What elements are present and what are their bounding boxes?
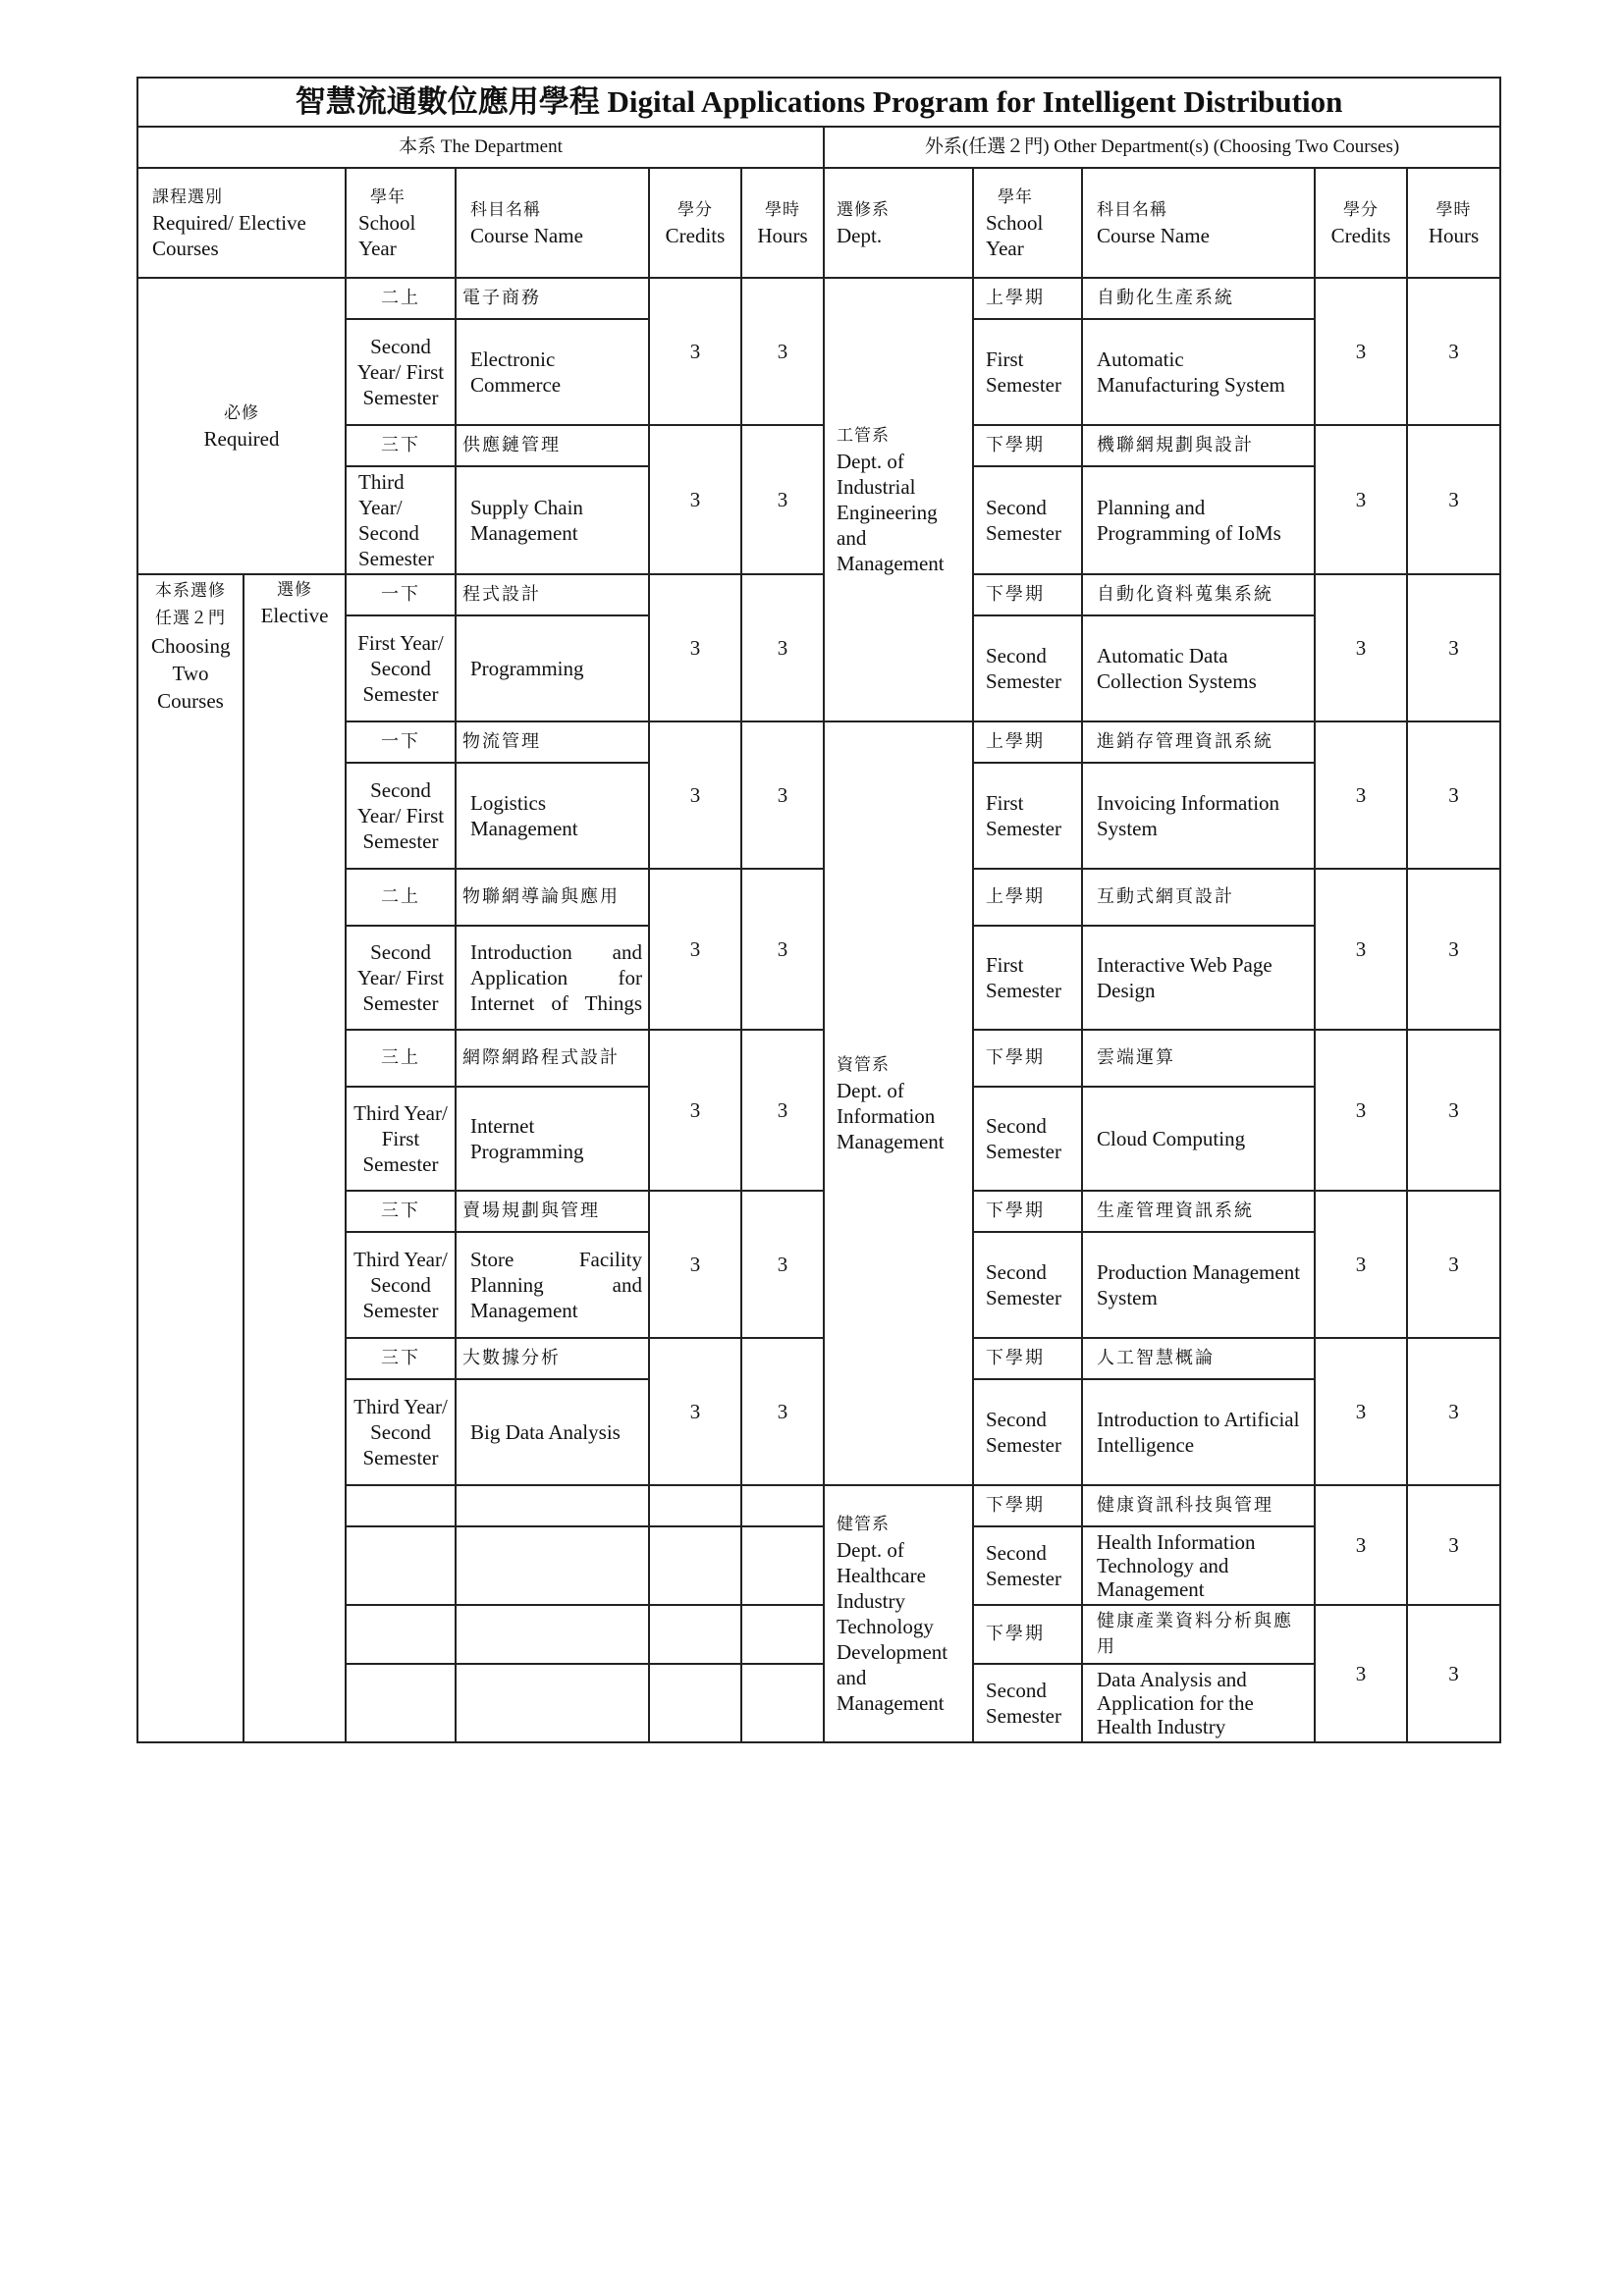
other-hours: 3: [1407, 574, 1500, 721]
own-course-zh: 物聯網導論與應用: [456, 869, 649, 926]
own-hours: 3: [741, 574, 824, 721]
other-course-en: Automatic Data Collection Systems: [1082, 615, 1315, 721]
other-credits: 3: [1315, 574, 1407, 721]
own-hours: 3: [741, 1191, 824, 1338]
empty-cell: [649, 1526, 741, 1605]
other-sem-zh: 下學期: [973, 1030, 1082, 1087]
own-course-en: Programming: [456, 615, 649, 721]
other-course-en: Interactive Web Page Design: [1082, 926, 1315, 1030]
own-course-zh: 大數據分析: [456, 1338, 649, 1379]
other-credits: 3: [1315, 869, 1407, 1030]
other-hours: 3: [1407, 1485, 1500, 1605]
category-elective: 選修 Elective: [244, 574, 346, 1742]
other-course-en: Automatic Manufacturing System: [1082, 319, 1315, 425]
other-course-en: Cloud Computing: [1082, 1087, 1315, 1191]
own-year-en: Third Year/ Second Semester: [346, 1379, 456, 1485]
other-course-zh: 自動化生產系統: [1082, 278, 1315, 319]
header-credits-2: 學分 Credits: [1315, 168, 1407, 278]
other-sem-en: Second Semester: [973, 466, 1082, 574]
own-credits: 3: [649, 721, 741, 869]
other-hours: 3: [1407, 278, 1500, 425]
other-hours: 3: [1407, 1191, 1500, 1338]
category-required: 必修 Required: [137, 278, 346, 574]
own-course-en: Supply Chain Management: [456, 466, 649, 574]
other-sem-en: First Semester: [973, 926, 1082, 1030]
other-hours: 3: [1407, 869, 1500, 1030]
other-credits: 3: [1315, 721, 1407, 869]
header-credits: 學分 Credits: [649, 168, 741, 278]
empty-cell: [456, 1526, 649, 1605]
other-course-en: Planning and Programming of IoMs: [1082, 466, 1315, 574]
other-course-zh: 自動化資料蒐集系統: [1082, 574, 1315, 615]
other-course-en: Introduction to Artificial Intelligence: [1082, 1379, 1315, 1485]
own-course-zh: 供應鏈管理: [456, 425, 649, 466]
own-year-zh: 三上: [346, 1030, 456, 1087]
other-sem-en: Second Semester: [973, 1232, 1082, 1338]
own-credits: 3: [649, 869, 741, 1030]
empty-cell: [741, 1485, 824, 1526]
empty-cell: [649, 1664, 741, 1742]
own-course-zh: 程式設計: [456, 574, 649, 615]
other-sem-zh: 上學期: [973, 869, 1082, 926]
other-sem-en: Second Semester: [973, 1664, 1082, 1742]
own-credits: 3: [649, 1191, 741, 1338]
own-hours: 3: [741, 278, 824, 425]
header-course-name: 科目名稱 Course Name: [456, 168, 649, 278]
section-other-departments: 外系(任選２門) Other Department(s) (Choosing Two Courses): [824, 127, 1500, 168]
other-credits: 3: [1315, 1191, 1407, 1338]
own-year-en: First Year/ Second Semester: [346, 615, 456, 721]
own-course-en: Logistics Management: [456, 763, 649, 869]
own-year-zh: 三下: [346, 425, 456, 466]
own-hours: 3: [741, 721, 824, 869]
category-choose-two: 本系選修任選２門 Choosing Two Courses: [137, 574, 244, 1742]
other-course-zh: 健康資訊科技與管理: [1082, 1485, 1315, 1526]
empty-cell: [346, 1605, 456, 1664]
own-course-en: Introduction and Application for Internet of Things: [456, 926, 649, 1030]
own-course-en: Internet Programming: [456, 1087, 649, 1191]
empty-cell: [456, 1664, 649, 1742]
other-course-zh: 健康產業資料分析與應用: [1082, 1605, 1315, 1664]
other-sem-en: First Semester: [973, 319, 1082, 425]
own-year-zh: 一下: [346, 721, 456, 763]
other-sem-en: Second Semester: [973, 1379, 1082, 1485]
own-year-zh: 二上: [346, 278, 456, 319]
own-course-en: Electronic Commerce: [456, 319, 649, 425]
program-table: [136, 77, 1501, 1743]
empty-cell: [456, 1605, 649, 1664]
header-category: 課程選別 Required/ Elective Courses: [137, 168, 346, 278]
own-year-zh: 三下: [346, 1338, 456, 1379]
own-course-zh: 電子商務: [456, 278, 649, 319]
other-hours: 3: [1407, 721, 1500, 869]
own-year-en: Second Year/ First Semester: [346, 763, 456, 869]
own-credits: 3: [649, 1338, 741, 1485]
own-hours: 3: [741, 1030, 824, 1191]
other-course-en: Production Management System: [1082, 1232, 1315, 1338]
empty-cell: [741, 1526, 824, 1605]
page-title: 智慧流通數位應用學程 Digital Applications Program for Intelligent Distribution: [137, 78, 1500, 127]
other-sem-zh: 上學期: [973, 721, 1082, 763]
other-hours: 3: [1407, 1605, 1500, 1742]
other-course-en: Health Information Technology and Management: [1082, 1526, 1315, 1605]
other-sem-en: First Semester: [973, 763, 1082, 869]
other-sem-zh: 上學期: [973, 278, 1082, 319]
other-course-en: Invoicing Information System: [1082, 763, 1315, 869]
own-year-en: Third Year/ Second Semester: [346, 466, 456, 574]
other-credits: 3: [1315, 278, 1407, 425]
own-year-zh: 一下: [346, 574, 456, 615]
other-sem-zh: 下學期: [973, 425, 1082, 466]
own-year-en: Third Year/ Second Semester: [346, 1232, 456, 1338]
other-course-zh: 互動式網頁設計: [1082, 869, 1315, 926]
own-year-en: Second Year/ First Semester: [346, 319, 456, 425]
own-course-en: Store Facility Planning and Management: [456, 1232, 649, 1338]
other-course-zh: 雲端運算: [1082, 1030, 1315, 1087]
own-year-en: Second Year/ First Semester: [346, 926, 456, 1030]
empty-cell: [649, 1485, 741, 1526]
own-hours: 3: [741, 425, 824, 574]
own-year-en: Third Year/ First Semester: [346, 1087, 456, 1191]
own-hours: 3: [741, 869, 824, 1030]
dept-industrial-engineering: 工管系 Dept. of Industrial Engineering and Management: [824, 278, 973, 721]
other-sem-zh: 下學期: [973, 1605, 1082, 1664]
other-course-zh: 機聯網規劃與設計: [1082, 425, 1315, 466]
own-course-zh: 網際網路程式設計: [456, 1030, 649, 1087]
empty-cell: [741, 1664, 824, 1742]
own-year-zh: 三下: [346, 1191, 456, 1232]
other-course-zh: 進銷存管理資訊系統: [1082, 721, 1315, 763]
empty-cell: [346, 1526, 456, 1605]
own-hours: 3: [741, 1338, 824, 1485]
own-credits: 3: [649, 574, 741, 721]
empty-cell: [346, 1485, 456, 1526]
other-course-en: Data Analysis and Application for the Health Industry: [1082, 1664, 1315, 1742]
section-own-department: 本系 The Department: [137, 127, 824, 168]
header-hours: 學時 Hours: [741, 168, 824, 278]
own-credits: 3: [649, 1030, 741, 1191]
dept-healthcare: 健管系 Dept. of Healthcare Industry Technology Development and Management: [824, 1485, 973, 1742]
other-sem-zh: 下學期: [973, 1338, 1082, 1379]
own-credits: 3: [649, 425, 741, 574]
other-credits: 3: [1315, 1030, 1407, 1191]
header-course-name-2: 科目名稱 Course Name: [1082, 168, 1315, 278]
other-course-zh: 人工智慧概論: [1082, 1338, 1315, 1379]
empty-cell: [649, 1605, 741, 1664]
empty-cell: [456, 1485, 649, 1526]
other-sem-en: Second Semester: [973, 615, 1082, 721]
header-school-year-2: 學年 School Year: [973, 168, 1082, 278]
own-course-zh: 賣場規劃與管理: [456, 1191, 649, 1232]
other-hours: 3: [1407, 1030, 1500, 1191]
other-course-zh: 生產管理資訊系統: [1082, 1191, 1315, 1232]
other-sem-en: Second Semester: [973, 1087, 1082, 1191]
dept-information-management: 資管系 Dept. of Information Management: [824, 721, 973, 1485]
other-credits: 3: [1315, 1605, 1407, 1742]
own-course-zh: 物流管理: [456, 721, 649, 763]
other-sem-zh: 下學期: [973, 1191, 1082, 1232]
other-sem-zh: 下學期: [973, 574, 1082, 615]
header-hours-2: 學時 Hours: [1407, 168, 1500, 278]
other-credits: 3: [1315, 1338, 1407, 1485]
other-hours: 3: [1407, 1338, 1500, 1485]
empty-cell: [741, 1605, 824, 1664]
other-hours: 3: [1407, 425, 1500, 574]
own-course-en: Big Data Analysis: [456, 1379, 649, 1485]
own-credits: 3: [649, 278, 741, 425]
other-credits: 3: [1315, 1485, 1407, 1605]
empty-cell: [346, 1664, 456, 1742]
header-dept: 選修系 Dept.: [824, 168, 973, 278]
other-sem-en: Second Semester: [973, 1526, 1082, 1605]
other-credits: 3: [1315, 425, 1407, 574]
other-sem-zh: 下學期: [973, 1485, 1082, 1526]
own-year-zh: 二上: [346, 869, 456, 926]
header-school-year: 學年 School Year: [346, 168, 456, 278]
